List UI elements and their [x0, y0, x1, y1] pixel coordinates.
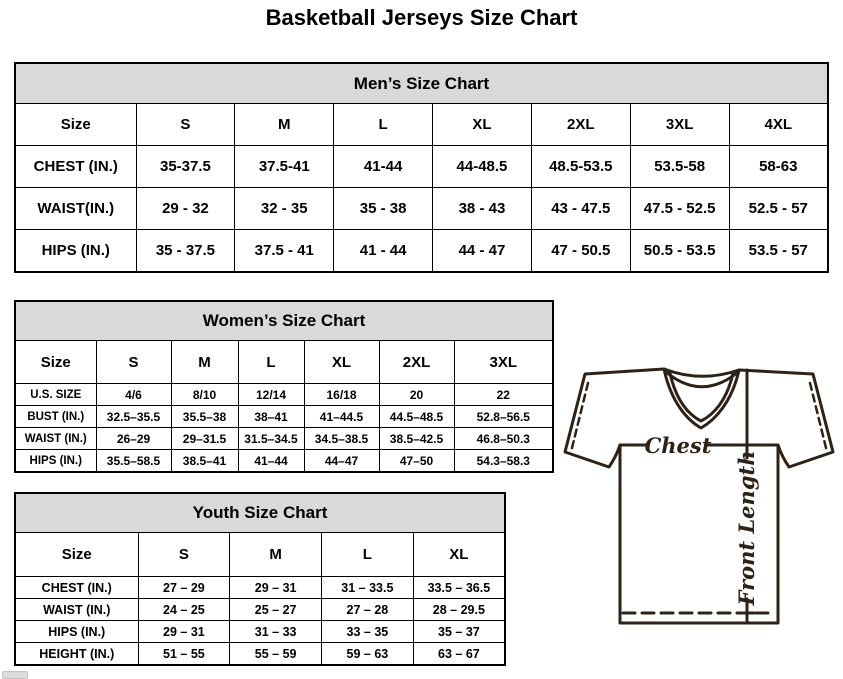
- mens-value-2-3: 44 - 47: [433, 230, 532, 273]
- youth-data-row-0: [15, 577, 505, 599]
- youth-value-3-1: 55 – 59: [230, 643, 322, 666]
- womens-col-header-m: M: [171, 341, 238, 384]
- womens-value-0-3: 16/18: [304, 384, 379, 406]
- mens-col-header-s: S: [136, 104, 235, 146]
- youth-value-2-3: 35 – 37: [413, 621, 505, 643]
- scrollbar-fragment: [2, 671, 28, 679]
- womens-row-label-2: WAIST (IN.): [15, 428, 96, 450]
- womens-value-3-2: 41–44: [238, 450, 304, 473]
- mens-value-2-0: 35 - 37.5: [136, 230, 235, 273]
- chest-label: Chest: [644, 433, 712, 458]
- mens-row-label-1: WAIST(IN.): [15, 188, 136, 230]
- front-length-label: Front Length: [734, 450, 759, 606]
- mens-value-1-3: 38 - 43: [433, 188, 532, 230]
- womens-value-3-1: 38.5–41: [171, 450, 238, 473]
- womens-col-header-3xl: 3XL: [454, 341, 553, 384]
- mens-col-header-2xl: 2XL: [531, 104, 630, 146]
- mens-value-2-1: 37.5 - 41: [235, 230, 334, 273]
- youth-value-0-0: 27 – 29: [138, 577, 230, 599]
- mens-value-1-4: 43 - 47.5: [531, 188, 630, 230]
- youth-value-1-0: 24 – 25: [138, 599, 230, 621]
- youth-header-row: [15, 533, 505, 577]
- youth-value-0-1: 29 – 31: [230, 577, 322, 599]
- womens-value-1-3: 41–44.5: [304, 406, 379, 428]
- youth-value-0-2: 31 – 33.5: [322, 577, 414, 599]
- womens-col-header-s: S: [96, 341, 171, 384]
- womens-row-label-0: U.S. SIZE: [15, 384, 96, 406]
- womens-value-0-1: 8/10: [171, 384, 238, 406]
- youth-value-3-0: 51 – 55: [138, 643, 230, 666]
- womens-value-1-4: 44.5–48.5: [379, 406, 454, 428]
- youth-row-label-2: HIPS (IN.): [15, 621, 138, 643]
- youth-col-header-xl: XL: [413, 533, 505, 577]
- youth-row-label-1: WAIST (IN.): [15, 599, 138, 621]
- womens-col-header-xl: XL: [304, 341, 379, 384]
- mens-row-label-0: CHEST (IN.): [15, 146, 136, 188]
- mens-data-row-2: [15, 230, 828, 273]
- youth-value-2-0: 29 – 31: [138, 621, 230, 643]
- mens-value-0-5: 53.5-58: [630, 146, 729, 188]
- mens-value-0-4: 48.5-53.5: [531, 146, 630, 188]
- womens-value-1-5: 52.8–56.5: [454, 406, 553, 428]
- mens-data-row-1: [15, 188, 828, 230]
- mens-col-header-3xl: 3XL: [630, 104, 729, 146]
- page-title: Basketball Jerseys Size Chart: [265, 5, 578, 30]
- mens-table-title: Men’s Size Chart: [15, 63, 828, 104]
- womens-data-row-1: [15, 406, 553, 428]
- mens-col-header-xl: XL: [433, 104, 532, 146]
- womens-data-row-3: [15, 450, 553, 473]
- youth-col-header-m: M: [230, 533, 322, 577]
- womens-row-label-3: HIPS (IN.): [15, 450, 96, 473]
- mens-size-table: [14, 62, 829, 273]
- womens-value-2-4: 38.5–42.5: [379, 428, 454, 450]
- youth-data-row-2: [15, 621, 505, 643]
- jersey-diagram-svg: [557, 356, 839, 641]
- collar-top-edge: [664, 369, 739, 376]
- womens-value-1-2: 38–41: [238, 406, 304, 428]
- womens-value-0-5: 22: [454, 384, 553, 406]
- womens-col-header-size: Size: [15, 341, 96, 384]
- mens-col-header-m: M: [235, 104, 334, 146]
- mens-value-0-0: 35-37.5: [136, 146, 235, 188]
- womens-size-table: [14, 300, 554, 473]
- youth-col-header-l: L: [322, 533, 414, 577]
- womens-col-header-2xl: 2XL: [379, 341, 454, 384]
- youth-value-1-1: 25 – 27: [230, 599, 322, 621]
- mens-value-2-6: 53.5 - 57: [729, 230, 828, 273]
- youth-row-label-0: CHEST (IN.): [15, 577, 138, 599]
- womens-value-3-4: 47–50: [379, 450, 454, 473]
- youth-row-label-3: HEIGHT (IN.): [15, 643, 138, 666]
- youth-col-header-s: S: [138, 533, 230, 577]
- womens-value-0-0: 4/6: [96, 384, 171, 406]
- youth-col-header-size: Size: [15, 533, 138, 577]
- mens-value-0-2: 41-44: [334, 146, 433, 188]
- womens-value-1-1: 35.5–38: [171, 406, 238, 428]
- womens-row-label-1: BUST (IN.): [15, 406, 96, 428]
- womens-value-2-0: 26–29: [96, 428, 171, 450]
- womens-data-row-2: [15, 428, 553, 450]
- youth-table-title: Youth Size Chart: [15, 493, 505, 533]
- womens-value-2-3: 34.5–38.5: [304, 428, 379, 450]
- womens-value-3-5: 54.3–58.3: [454, 450, 553, 473]
- womens-table-title: Women’s Size Chart: [15, 301, 553, 341]
- womens-col-header-l: L: [238, 341, 304, 384]
- mens-value-1-0: 29 - 32: [136, 188, 235, 230]
- mens-col-header-4xl: 4XL: [729, 104, 828, 146]
- mens-row-label-2: HIPS (IN.): [15, 230, 136, 273]
- womens-value-0-2: 12/14: [238, 384, 304, 406]
- womens-value-2-5: 46.8–50.3: [454, 428, 553, 450]
- youth-data-row-1: [15, 599, 505, 621]
- mens-value-0-6: 58-63: [729, 146, 828, 188]
- youth-value-2-1: 31 – 33: [230, 621, 322, 643]
- mens-col-header-l: L: [334, 104, 433, 146]
- mens-value-2-2: 41 - 44: [334, 230, 433, 273]
- youth-value-3-2: 59 – 63: [322, 643, 414, 666]
- youth-data-row-3: [15, 643, 505, 666]
- youth-value-1-3: 28 – 29.5: [413, 599, 505, 621]
- mens-value-2-4: 47 - 50.5: [531, 230, 630, 273]
- mens-header-row: [15, 104, 828, 146]
- womens-value-3-3: 44–47: [304, 450, 379, 473]
- womens-value-1-0: 32.5–35.5: [96, 406, 171, 428]
- womens-header-row: [15, 341, 553, 384]
- womens-value-3-0: 35.5–58.5: [96, 450, 171, 473]
- jersey-measurement-diagram: [557, 356, 839, 641]
- mens-value-1-1: 32 - 35: [235, 188, 334, 230]
- mens-value-0-1: 37.5-41: [235, 146, 334, 188]
- womens-value-2-1: 29–31.5: [171, 428, 238, 450]
- mens-value-0-3: 44-48.5: [433, 146, 532, 188]
- womens-data-row-0: [15, 384, 553, 406]
- youth-value-2-2: 33 – 35: [322, 621, 414, 643]
- womens-value-2-2: 31.5–34.5: [238, 428, 304, 450]
- mens-value-1-6: 52.5 - 57: [729, 188, 828, 230]
- jersey-outline: [565, 369, 833, 623]
- womens-value-0-4: 20: [379, 384, 454, 406]
- mens-value-1-2: 35 - 38: [334, 188, 433, 230]
- mens-col-header-size: Size: [15, 104, 136, 146]
- mens-value-2-5: 50.5 - 53.5: [630, 230, 729, 273]
- youth-value-3-3: 63 – 67: [413, 643, 505, 666]
- mens-data-row-0: [15, 146, 828, 188]
- youth-value-0-3: 33.5 – 36.5: [413, 577, 505, 599]
- youth-value-1-2: 27 – 28: [322, 599, 414, 621]
- mens-value-1-5: 47.5 - 52.5: [630, 188, 729, 230]
- youth-size-table: [14, 492, 506, 666]
